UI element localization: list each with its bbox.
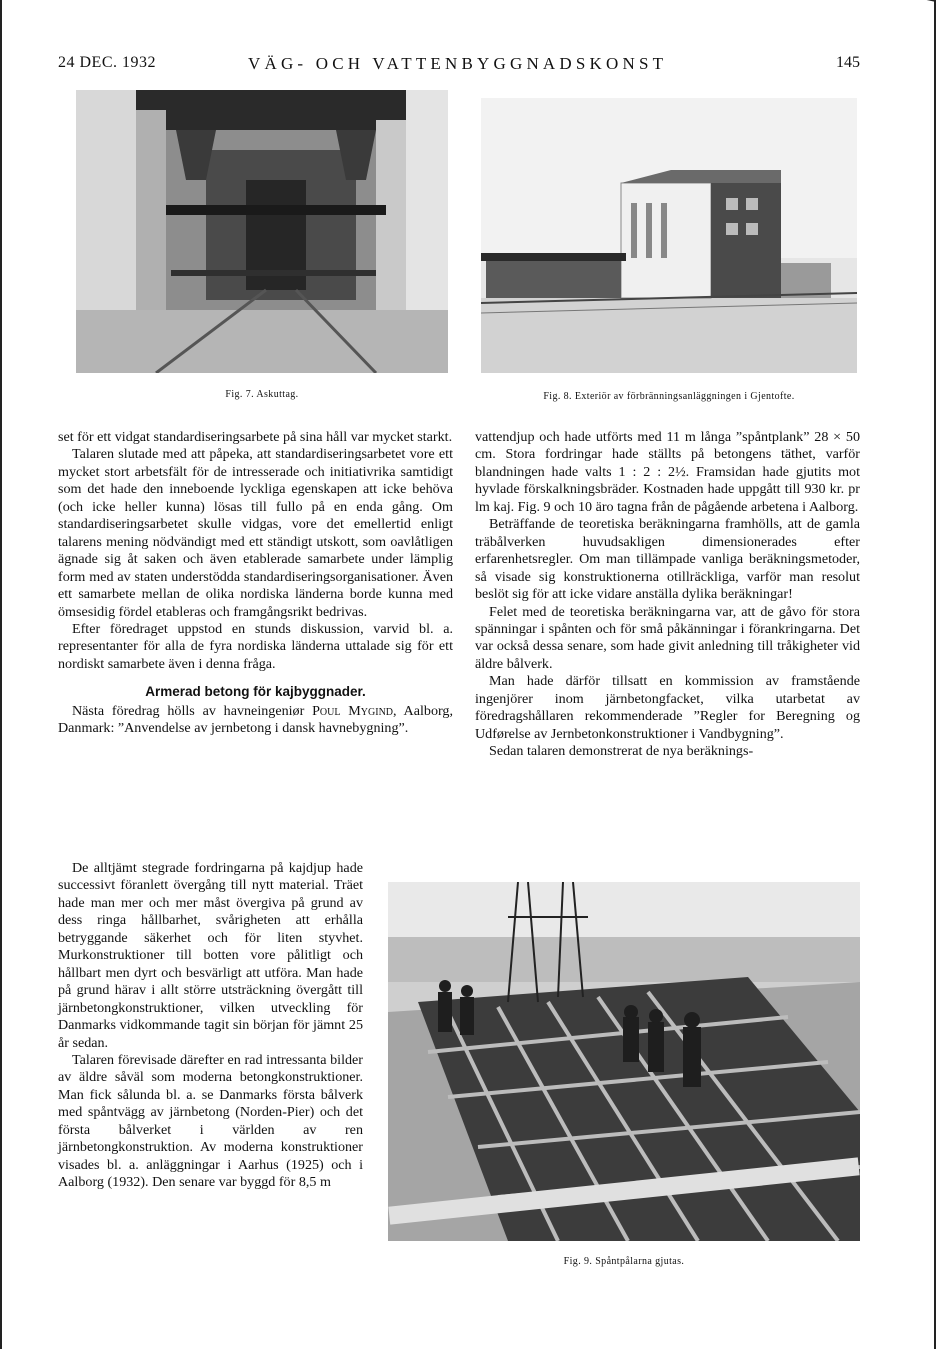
- fig9-caption: Fig. 9. Spåntpålarna gjutas.: [563, 1256, 685, 1267]
- author-name: Poul Mygind: [312, 702, 394, 719]
- paragraph: Talaren förevisade därefter en rad intressanta bilder av äldre såväl som moderna betongkonstruktioner. Man fick sålunda bl. a. se Danmarks första bålverk med spåntvägg av järnbetong (Norden-Pier) och det första bålverket i världen av ren järnbetongkonstruktion. Av moderna konstruktioner visades bl. a. anläggningar i Aarhus (1925) och i Aalborg (1932). Den senare var byggd för 8,5 m: [58, 1051, 363, 1191]
- paragraph-text: Nästa föredrag hölls av havneingeniør: [72, 702, 305, 719]
- left-column-continued: [58, 860, 363, 1192]
- paragraph: Efter föredraget uppstod en stunds diskussion, varvid bl. a. representanter för alla de fyra nordiska länderna uttalade sig för ett nordiskt samarbete även i denna fråga.: [58, 620, 453, 672]
- paragraph: Talaren slutade med att påpeka, att standardiseringsarbetet vore ett mycket stort arbetsfält för de intresserade och initiativrika samtidigt som det hade den inneboende lyckliga egenskapen att icke behöva (och icke heller kunna) lösas till fullo på en enda gång. Om standardiseringsarbetet skulle vidgas, vore det emellertid enligt talarens mening nödvändigt med ett ständigt utskott, som oavlåtligen ägnade sig åt saken och även etablerade samarbete under lämplig form med av staten understödda standardiseringsorganisationer. Även ett samarbete mellan de olika nordiska länderna borde kunna med ömsesidig fördel etableras och framgångsrikt bedrivas.: [58, 446, 453, 620]
- paragraph: Sedan talaren demonstrerat de nya beräknings-: [489, 743, 754, 760]
- fig7-photo: [76, 90, 448, 373]
- right-column: [475, 429, 860, 761]
- fig8-caption: Fig. 8. Exteriör av förbränningsanläggningen i Gjentofte.: [543, 391, 795, 402]
- paragraph: Man hade därför tillsatt en kommission av framstående ingenjörer inom järnbetongfacket, vilka utarbetat av föredragshållaren rekommenderade ”Regler for Beregning og Udførelse av Jernbetonkonstruktioner i Vandbygning”.: [475, 673, 860, 742]
- paragraph: De alltjämt stegrade fordringarna på kajdjup hade successivt föranlett övergång till nytt material. Träet hade man mer och mer måst övergiva på grund av dess ringa hållbarhet, svårigheten att erhålla betryggande säkerhet och för liten styvhet. Murkonstruktioner till botten vore pålitligt och hållbart men dyrt och besvärligt att utföra. Man hade på grund härav i allt större utsträckning övergått till järnbetongkonstruktioner, vilken utveckling för Danmarks vidkommande tagit sin början för jämnt 25 år sedan.: [58, 860, 363, 1051]
- paragraph: vattendjup och hade utförts med 11 m långa ”spåntplank” 28 × 50 cm. Stora fordringar hade ställts på betongens täthet, varför blandningen hade valts 1 : 2 : 2½. Framsidan hade gjutits mot hyvlade förskalkningsbräder. Kostnaden hade uppgått till 930 kr. pr lm kaj. Fig. 9 och 10 äro tagna från de pågående arbetena i Aalborg.: [475, 429, 860, 515]
- fig8-photo: [481, 98, 857, 373]
- section-heading: Armerad betong för kajbyggnader.: [145, 684, 366, 700]
- paragraph: [58, 703, 453, 738]
- running-header: [58, 52, 860, 78]
- paragraph: Beträffande de teoretiska beräkningarna framhölls, att de gamla träbålverken huvudsakligen dimensionerades efter erfarenhetsregler. Om man tillämpade vanliga beräkningsmetoder, så visade sig konstruktionerna otillräckliga, varför man resolut beslöt sig för att icke vidare anställa dylika beräkningar!: [475, 516, 860, 603]
- paragraph-text: , Aalborg, Danmark: ”Anvendelse av jernbetong i dansk havnebygning”.: [58, 702, 453, 737]
- journal-title: VÄG- OCH VATTENBYGGNADSKONST: [248, 54, 668, 73]
- fig9-photo: [388, 882, 860, 1241]
- issue-date: 24 DEC. 1932: [58, 54, 156, 71]
- paragraph: set för ett vidgat standardiseringsarbete på sina håll var mycket starkt.: [58, 429, 453, 445]
- fig7-caption: Fig. 7. Askuttag.: [225, 389, 299, 400]
- page-number: 145: [836, 54, 860, 71]
- paragraph: Felet med de teoretiska beräkningarna var, att de gåvo för stora spänningar i spånten och för små påkänningar i förankringarna. Det var också dessa senare, som hade givit anledning till tråkigheter vid äldre bålverk.: [475, 603, 860, 672]
- left-column: [58, 429, 453, 738]
